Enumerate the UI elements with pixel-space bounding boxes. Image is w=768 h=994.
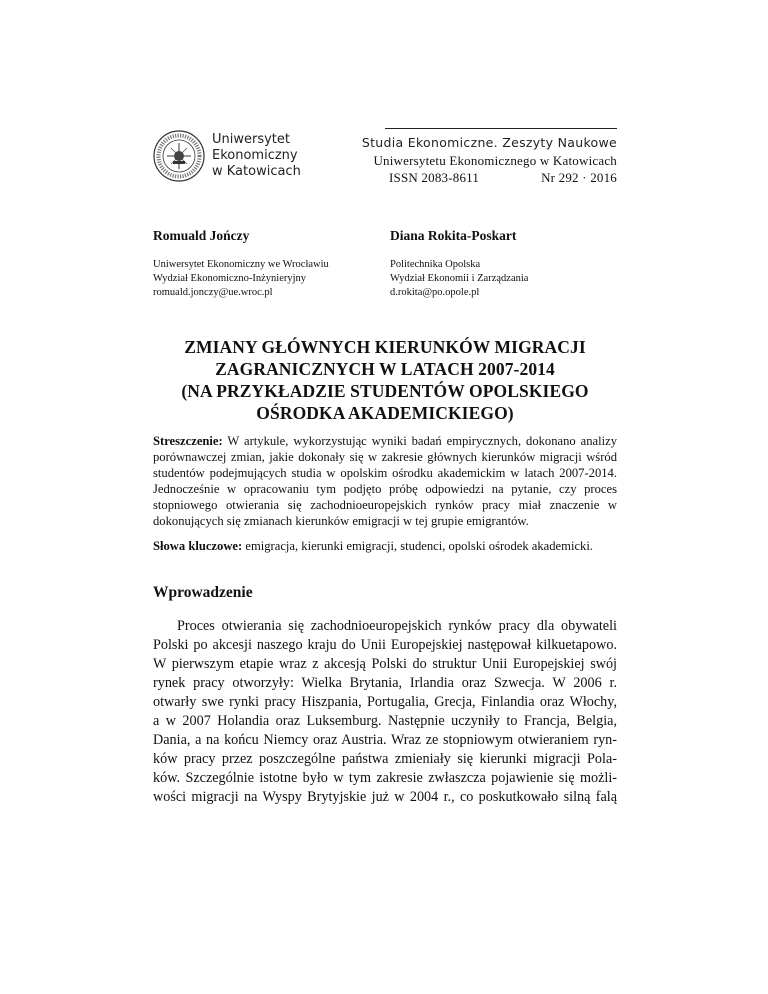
- body-line: otwarły swe rynki pracy Hiszpania, Portugalia, Grecja, Finlandia oraz Włochy,: [153, 694, 617, 710]
- author-email: d.rokita@po.opole.pl: [390, 287, 480, 298]
- abstract-label: Streszczenie:: [153, 434, 223, 448]
- affiliation-line: Uniwersytet Ekonomiczny we Wrocławiu: [153, 259, 329, 270]
- title-line: ZAGRANICZNYCH W LATACH 2007-2014: [215, 359, 555, 379]
- university-name: [212, 132, 301, 180]
- journal-info: [361, 128, 617, 188]
- paper-title: [153, 336, 617, 424]
- university-seal-icon: [153, 130, 205, 182]
- title-line: (NA PRZYKŁADZIE STUDENTÓW OPOLSKIEGO: [181, 381, 589, 401]
- author-block: [153, 228, 383, 300]
- author-affiliation: [153, 258, 383, 300]
- body-line: Proces otwierania się zachodnioeuropejskich rynków pracy dla obywateli: [177, 618, 617, 634]
- abstract-text: W artykule, wykorzystując wyniki badań empirycznych, dokonano analizy porównawczej zmian, jakie dokonały się w zakresie głównych kierunków migracji wśród studentów podejmujących studia w opolskim ośrodku akademickim w latach 2007-2014. Jednocześnie w opracowaniu tym podjęto próbę odpowiedzi na pytanie, czy proces stopniowego otwierania się zachodnioeuropejskich rynków pracy miał znaczenie w dokonujących się zmianach kierunków emigracji w tej grupie emigrantów.: [153, 434, 617, 528]
- body-line: ków pracy przez poszczególne państwa zmieniały się kierunki migracji Pola-: [153, 751, 617, 767]
- body-line: ków. Szczególnie istotne było w tym zakresie zwłaszcza pojawienie się możli-: [153, 770, 617, 786]
- university-name-line: Uniwersytet: [212, 132, 290, 147]
- body-line: W pierwszym etapie wraz z akcesją Polski do struktur Unii Europejskiej swój: [153, 656, 617, 672]
- keywords: [153, 538, 617, 554]
- journal-title: Studia Ekonomiczne. Zeszyty Naukowe: [361, 135, 617, 150]
- section-heading: Wprowadzenie: [153, 584, 253, 601]
- authors: [153, 228, 617, 298]
- author-affiliation: [390, 258, 620, 300]
- abstract: [153, 433, 617, 529]
- university-name-line: Ekonomiczny: [212, 148, 298, 163]
- author-email: romuald.jonczy@ue.wroc.pl: [153, 287, 273, 298]
- author-block: [390, 228, 620, 300]
- author-name: Diana Rokita-Poskart: [390, 228, 517, 243]
- author-name: Romuald Jończy: [153, 228, 250, 243]
- journal-issn: ISSN 2083-8611: [389, 170, 480, 185]
- journal-subtitle: Uniwersytetu Ekonomicznego w Katowicach: [373, 153, 617, 168]
- keywords-text: emigracja, kierunki emigracji, studenci, opolski ośrodek akademicki.: [245, 539, 593, 553]
- title-line: OŚRODKA AKADEMICKIEGO): [256, 403, 514, 423]
- affiliation-line: Wydział Ekonomiczno-Inżynieryjny: [153, 273, 307, 284]
- affiliation-line: Politechnika Opolska: [390, 259, 481, 270]
- journal-issue-number: Nr 292 · 2016: [541, 170, 617, 185]
- body-line: Dania, a na końcu Niemcy oraz Austria. Wraz ze stopniowym otwieraniem ryn-: [153, 732, 617, 748]
- keywords-label: Słowa kluczowe:: [153, 539, 243, 553]
- university-name-line: w Katowicach: [212, 164, 301, 179]
- body-line: a w 2007 Holandia oraz Luksemburg. Następnie uczyniły to Francja, Belgia,: [153, 713, 617, 729]
- body-text: [153, 617, 617, 807]
- body-line: Polski po akcesji naszego kraju do Unii Europejskiej następował kilkuetapowo.: [153, 637, 617, 653]
- body-line: wości migracji na Wyspy Brytyjskie już w 2004 r., co poskutkowało silną falą: [153, 789, 617, 805]
- title-line: ZMIANY GŁÓWNYCH KIERUNKÓW MIGRACJI: [184, 337, 586, 357]
- header-rule: [385, 128, 617, 129]
- affiliation-line: Wydział Ekonomii i Zarządzania: [390, 273, 529, 284]
- body-line: rynek pracy otworzyły: Wielka Brytania, Irlandia oraz Szwecja. W 2006 r.: [153, 675, 617, 691]
- page-header: [153, 128, 617, 188]
